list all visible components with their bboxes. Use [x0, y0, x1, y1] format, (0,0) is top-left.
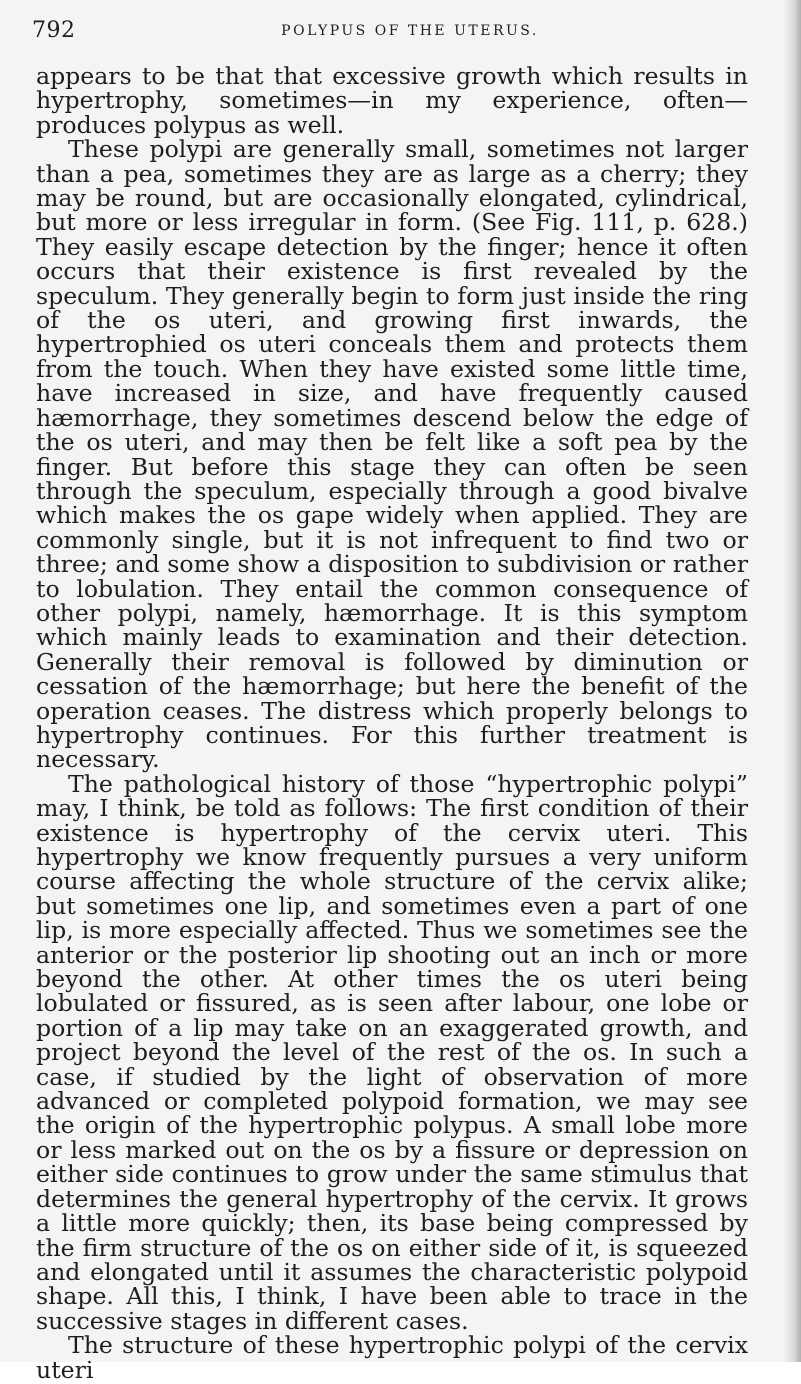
paragraph-pathological-history: The pathological history of those “hypertrophic polypi” may, I think, be told as follows: The first condition of their existence is hypertrophy of the cervix uteri. This hypertrophy we know frequently pursues a very uniform course affecting the whole structure of the cervix alike; but sometimes one lip, and sometimes even a part of one lip, is more especially affected. Thus we sometimes see the anterior or the posterior lip shooting out an inch or more beyond the other. At other times the os uteri being lobulated or fissured, as is seen after labour, one lobe or portion of a lip may take on an exaggerated growth, and project beyond the level of the rest of the os. In such a case, if studied by the light of observation of more advanced or completed polypoid formation, we may see the origin of the hypertrophic polypus. A small lobe more or less marked out on the os by a fissure or depression on either side continues to grow under the same stimulus that determines the general hypertrophy of the cervix. It grows a little more quickly; then, its base being compressed by the firm structure of the os on either side of it, is squeezed and elongated until it assumes the characteristic polypoid shape. All this, I think, I have been able to trace in the successive stages in different cases. [36, 769, 748, 1335]
paragraph-polypi-description: These polypi are generally small, sometimes not larger than a pea, sometimes they are as large as a cherry; they may be round, but are occasionally elongated, cylindrical, but more or less irregular in form. (See Fig. 111, p. 628.) They easily escape detection by the finger; hence it often occurs that their existence is first revealed by the speculum. They generally begin to form just inside the ring of the os uteri, and growing first inwards, the hypertrophied os uteri conceals them and protects them from the touch. When they have existed some little time, have increased in size, and have frequently caused hæmorrhage, they sometimes descend below the edge of the os uteri, and may then be felt like a soft pea by the finger. But before this stage they can often be seen through the speculum, especially through a good bivalve which makes the os gape widely when applied. They are commonly single, but it is not infrequent to find two or three; and some show a disposition to subdivision or rather to lobulation. They entail the common consequence of other polypi, namely, hæmorrhage. It is this symptom which mainly leads to examination and their detection. Generally their removal is followed by diminution or cessation of the hæmorrhage; but here the benefit of the operation ceases. The distress which properly belongs to hypertrophy continues. For this further treatment is necessary. [36, 135, 748, 774]
paragraph-structure: The structure of these hypertrophic polypi of the cervix uteri [36, 1331, 748, 1384]
body-text [36, 64, 748, 1382]
page-edge-shadow [783, 0, 801, 1362]
running-head [32, 18, 748, 52]
page-number: 792 [32, 18, 76, 43]
paragraph-continued: appears to be that that excessive growth which results in hypertrophy, sometimes—in my experience, often—produces polypus as well. [36, 62, 748, 139]
running-title: POLYPUS OF THE UTERUS. [281, 23, 539, 39]
